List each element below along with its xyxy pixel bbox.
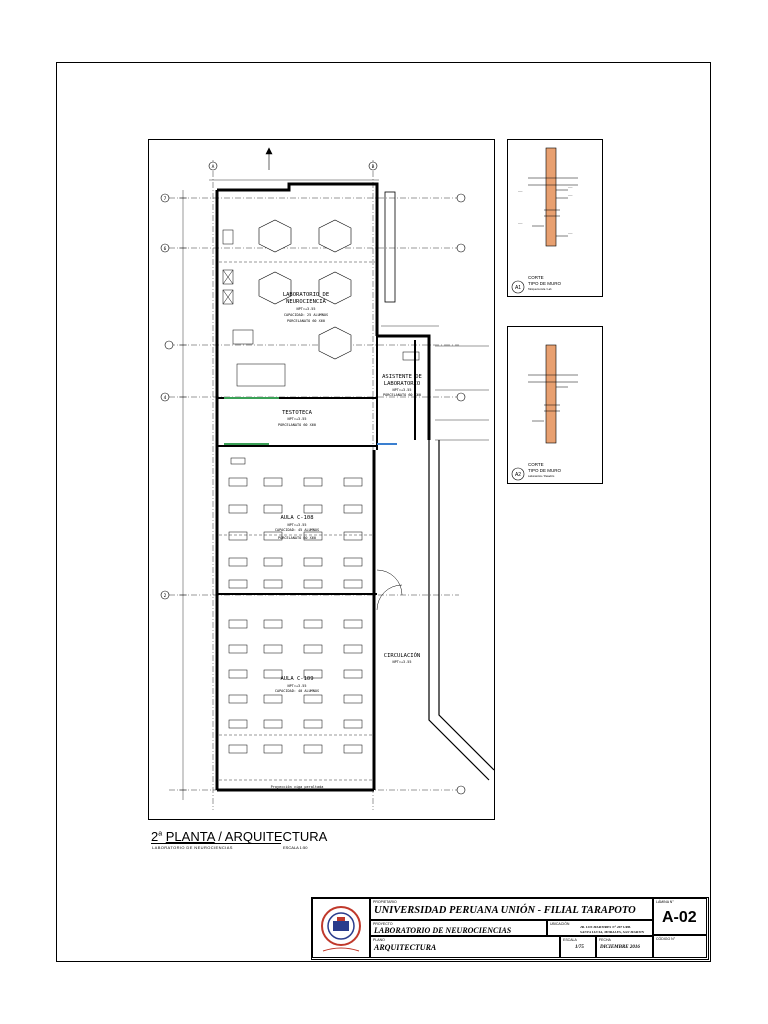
aula1-npt: NPT=+3.55 <box>287 523 307 527</box>
assistant-name-line2: LABORATORIO <box>383 381 421 387</box>
scale-value: 1/75 <box>575 945 584 950</box>
detail-a2-note: Laboratorios / Pasadizo <box>528 475 555 478</box>
svg-text:———: ——— <box>518 222 523 225</box>
lab-npt: NPT=+3.55 <box>296 307 316 311</box>
lab-floor: PORCELANATO 60 X60 <box>287 319 325 323</box>
date-value: DICIEMBRE 2016 <box>600 945 640 950</box>
plan-title-underline <box>151 843 281 844</box>
plan-type-label: PLANO <box>373 938 385 942</box>
detail-a1-subtitle: TIPO DE MURO <box>528 281 562 286</box>
detail-a1-note: Tabiquería Aula / Lab <box>528 288 552 291</box>
plan-type: ARQUITECTURA <box>374 943 437 952</box>
grid-label-7: 7 <box>163 197 167 202</box>
code-label: CÓDIGO N° <box>656 937 676 941</box>
assistant-floor: PORCELANATO 60 X60 <box>383 393 421 397</box>
location-line2: SANTA LUCIA, MORALES, SAN MARTIN <box>580 930 645 934</box>
svg-text:———: ——— <box>568 194 573 197</box>
testotec-npt: NPT=+3.55 <box>287 417 307 421</box>
floor-plan-frame <box>148 139 495 820</box>
sheet-label: LÁMINA N° <box>656 900 674 904</box>
aula2-npt: NPT=+3.55 <box>287 684 307 688</box>
aula2-name: AULA C-109 <box>280 676 314 682</box>
aula2-capacity: CAPACIDAD: 40 ALUMNOS <box>274 689 320 693</box>
detail-a2-code: A2 <box>514 472 522 478</box>
assistant-name-line1: ASISTENTE DE <box>382 374 422 380</box>
plan-type-cell <box>370 936 560 958</box>
wall-section-detail-a2 <box>507 326 603 484</box>
lab-name-line2: NEUROCIENCIA <box>286 299 326 305</box>
aula1-floor: PORCELANATO 60 X60 <box>278 536 316 540</box>
project-label: PROYECTO <box>373 922 393 926</box>
svg-text:———: ——— <box>568 186 573 189</box>
sheet-number: A-02 <box>662 909 697 926</box>
wall-section-detail-a1 <box>507 139 603 297</box>
owner-name: UNIVERSIDAD PERUANA UNIÓN - FILIAL TARAPOTO <box>374 905 636 916</box>
owner-label: PROPIETARIO <box>373 900 397 904</box>
testotec-name: TESTOTECA <box>282 410 312 416</box>
location-line1: JR. LOS MARTIRES N° 267 URB. <box>580 925 632 929</box>
plan-subtitle: LABORATORIO DE NEUROCIENCIAS <box>152 845 233 850</box>
lab-capacity: CAPACIDAD: 25 ALUMNOS <box>283 313 329 317</box>
plan-scale-note: ESCALA 1:50 <box>283 845 308 850</box>
assistant-npt: NPT=+3.55 <box>392 388 412 392</box>
university-seal-icon <box>313 899 369 957</box>
sheet-number-cell <box>653 898 707 935</box>
north-arrow-icon <box>266 148 272 170</box>
aula1-capacity: CAPACIDAD: 45 ALUMNOS <box>274 528 320 532</box>
plan-title: 2$^a$ PLANTA / ARQUITECTURA <box>151 829 328 844</box>
location-cell <box>547 920 653 936</box>
project-cell <box>370 920 547 936</box>
scale-label: ESCALA <box>563 938 577 942</box>
lab-name-line1: LABORATORIO DE <box>282 292 330 298</box>
date-cell <box>596 936 653 958</box>
circulation-npt: NPT=+3.55 <box>392 660 412 664</box>
detail-a2-title: CORTE <box>528 462 544 467</box>
logo-cell <box>312 898 370 958</box>
grid-label-6: 6 <box>163 247 167 252</box>
aula1-name: AULA C-108 <box>280 515 314 521</box>
grid-label-b: B <box>371 165 375 170</box>
detail-a1-code: A1 <box>514 285 522 291</box>
svg-text:———: ——— <box>518 190 523 193</box>
grid-label-a: A <box>211 165 215 170</box>
project-name: LABORATORIO DE NEUROCIENCIAS <box>374 926 512 935</box>
circulation-name: CIRCULACIÓN <box>383 653 421 659</box>
lab-tables <box>259 220 351 359</box>
floor-plan-drawing <box>149 140 494 819</box>
grid-label-2: 2 <box>163 594 167 599</box>
title-block <box>311 897 709 960</box>
beam-note: Proyección viga peraltada <box>270 785 324 789</box>
detail-a2-subtitle: TIPO DE MURO <box>528 468 562 473</box>
owner-cell <box>370 898 653 920</box>
svg-text:———: ——— <box>568 232 573 235</box>
code-cell <box>653 935 707 958</box>
location-label: UBICACIÓN <box>550 922 570 926</box>
detail-a1-title: CORTE <box>528 275 544 280</box>
date-label: FECHA <box>599 938 611 942</box>
testotec-floor: PORCELANATO 60 X60 <box>278 423 316 427</box>
scale-cell <box>560 936 596 958</box>
grid-label-4: 4 <box>163 396 167 401</box>
